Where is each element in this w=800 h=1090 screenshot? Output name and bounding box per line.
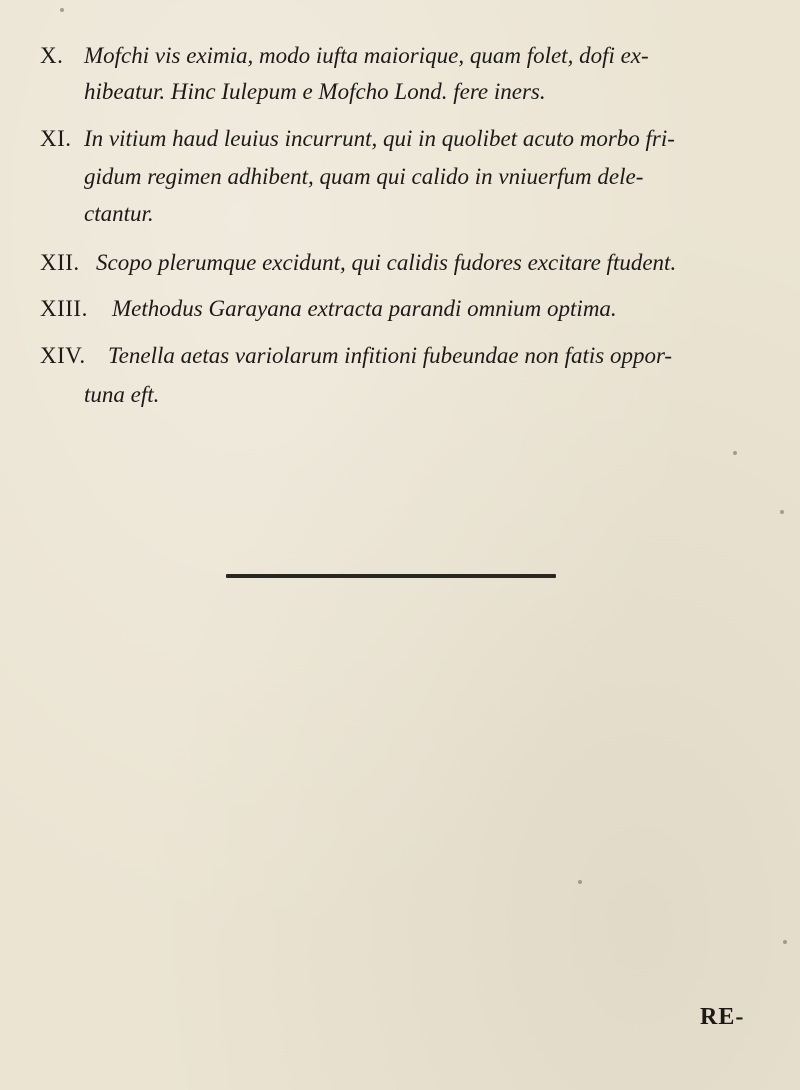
thesis-line: In vitium haud leuius incurrunt, qui in quolibet acuto morbo fri- [84, 126, 675, 151]
thesis-number: XIII. [40, 296, 88, 321]
ink-speck [60, 8, 64, 12]
ink-speck [733, 451, 737, 455]
ink-speck [780, 510, 784, 514]
ink-speck [578, 880, 582, 884]
thesis-line: Methodus Garayana extracta parandi omnium optima. [112, 296, 617, 321]
thesis-number: XIV. [40, 343, 86, 368]
thesis-line: ctantur. [84, 201, 154, 226]
thesis-line: hibeatur. Hinc Iulepum e Mofcho Lond. fere iners. [84, 79, 546, 104]
thesis-number: X. [40, 43, 64, 68]
catchword: RE- [700, 1004, 745, 1030]
ornamental-rule [226, 574, 556, 578]
thesis-line: Tenella aetas variolarum infitioni fubeundae non fatis oppor- [108, 343, 673, 368]
thesis-line: gidum regimen adhibent, quam qui calido in vniuerfum dele- [84, 164, 644, 189]
thesis-line: Scopo plerumque excidunt, qui calidis fudores excitare ftudent. [96, 250, 677, 275]
thesis-line: tuna eft. [84, 382, 160, 407]
ink-speck [783, 940, 787, 944]
thesis-number: XII. [40, 250, 80, 275]
thesis-line: Mofchi vis eximia, modo iufta maiorique, quam folet, dofi ex- [84, 43, 649, 68]
thesis-number: XI. [40, 126, 72, 151]
